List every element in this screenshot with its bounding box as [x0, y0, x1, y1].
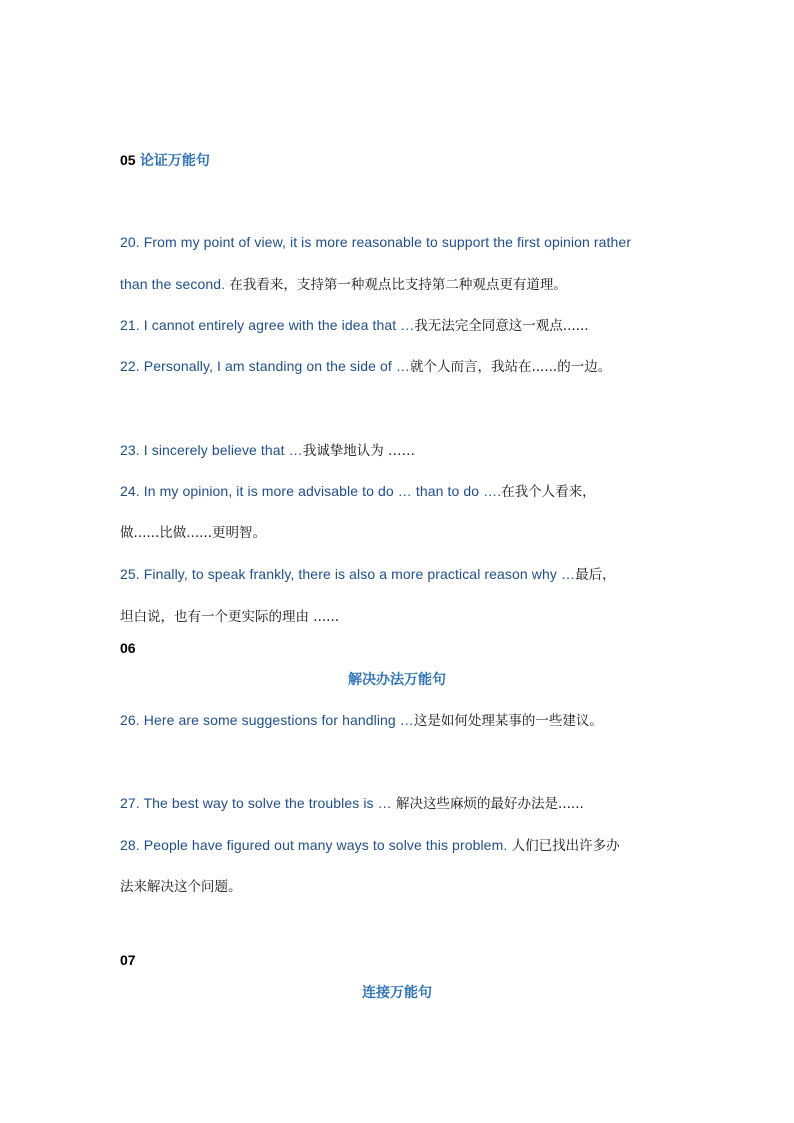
- sentence-25-zh-line-2: 坦白说，也有一个更实际的理由 ......: [120, 609, 340, 625]
- sentence-20-line-1: [120, 232, 676, 253]
- sentence-22-en: 22. Personally, I am standing on the side of …: [120, 358, 410, 374]
- sentence-24-line-1: [120, 481, 676, 502]
- section-07-number-line: [120, 950, 676, 971]
- sentence-24-en: 24. In my opinion, it is more advisable to do … than to do ….: [120, 483, 502, 499]
- sentence-28-line-2: [120, 877, 676, 897]
- sentence-27: [120, 793, 676, 814]
- sentence-20-zh: 在我看来，支持第一种观点比支持第二种观点更有道理。: [229, 277, 567, 293]
- sentence-23: [120, 440, 676, 461]
- sentence-28-zh-line-2: 法来解决这个问题。: [120, 879, 242, 895]
- sentence-21-en: 21. I cannot entirely agree with the idea that …: [120, 317, 415, 333]
- sentence-20-line-2: [120, 274, 676, 295]
- sentence-27-zh: 解决这些麻烦的最好办法是......: [396, 796, 584, 812]
- sentence-25-line-1: [120, 564, 676, 585]
- section-07-number: 07: [120, 952, 136, 968]
- section-07-title: 连接万能句: [362, 985, 432, 1001]
- sentence-26: [120, 710, 676, 731]
- section-07-title-line: [0, 983, 794, 1003]
- section-06-title-line: [0, 670, 794, 690]
- sentence-21-zh: 我无法完全同意这一观点......: [414, 318, 589, 334]
- sentence-23-zh: 我诚挚地认为 ……: [302, 443, 416, 459]
- sentence-22-zh: 就个人而言，我站在......的一边。: [409, 359, 612, 375]
- section-05-title: 论证万能句: [139, 153, 210, 169]
- sentence-21: [120, 315, 676, 336]
- sentence-28-zh-line-1: 人们已找出许多办: [511, 838, 620, 854]
- sentence-25-zh-line-1: 最后，: [575, 567, 616, 583]
- sentence-24-zh-line-1: 在我个人看来，: [501, 484, 596, 500]
- sentence-24-zh-line-2: 做......比做......更明智。: [120, 525, 266, 541]
- section-06-title: 解决办法万能句: [348, 672, 446, 688]
- sentence-28-en: 28. People have figured out many ways to solve this problem.: [120, 837, 508, 853]
- section-05-number: 05: [120, 152, 136, 168]
- section-06-number-line: [120, 638, 676, 659]
- sentence-22: [120, 356, 676, 377]
- section-05-heading: [120, 150, 676, 171]
- sentence-20-en-line-2: than the second.: [120, 276, 226, 292]
- sentence-26-en: 26. Here are some suggestions for handling …: [120, 712, 414, 728]
- sentence-27-en: 27. The best way to solve the troubles is …: [120, 795, 392, 811]
- sentence-20-en-line-1: 20. From my point of view, it is more reasonable to support the first opinion rather: [120, 234, 632, 250]
- section-06-number: 06: [120, 640, 136, 656]
- sentence-25-en: 25. Finally, to speak frankly, there is also a more practical reason why …: [120, 566, 576, 582]
- sentence-23-en: 23. I sincerely believe that …: [120, 442, 303, 458]
- sentence-26-zh: 这是如何处理某事的一些建议。: [413, 713, 603, 729]
- sentence-24-line-2: [120, 523, 676, 543]
- sentence-25-line-2: [120, 607, 676, 627]
- sentence-28-line-1: [120, 835, 676, 856]
